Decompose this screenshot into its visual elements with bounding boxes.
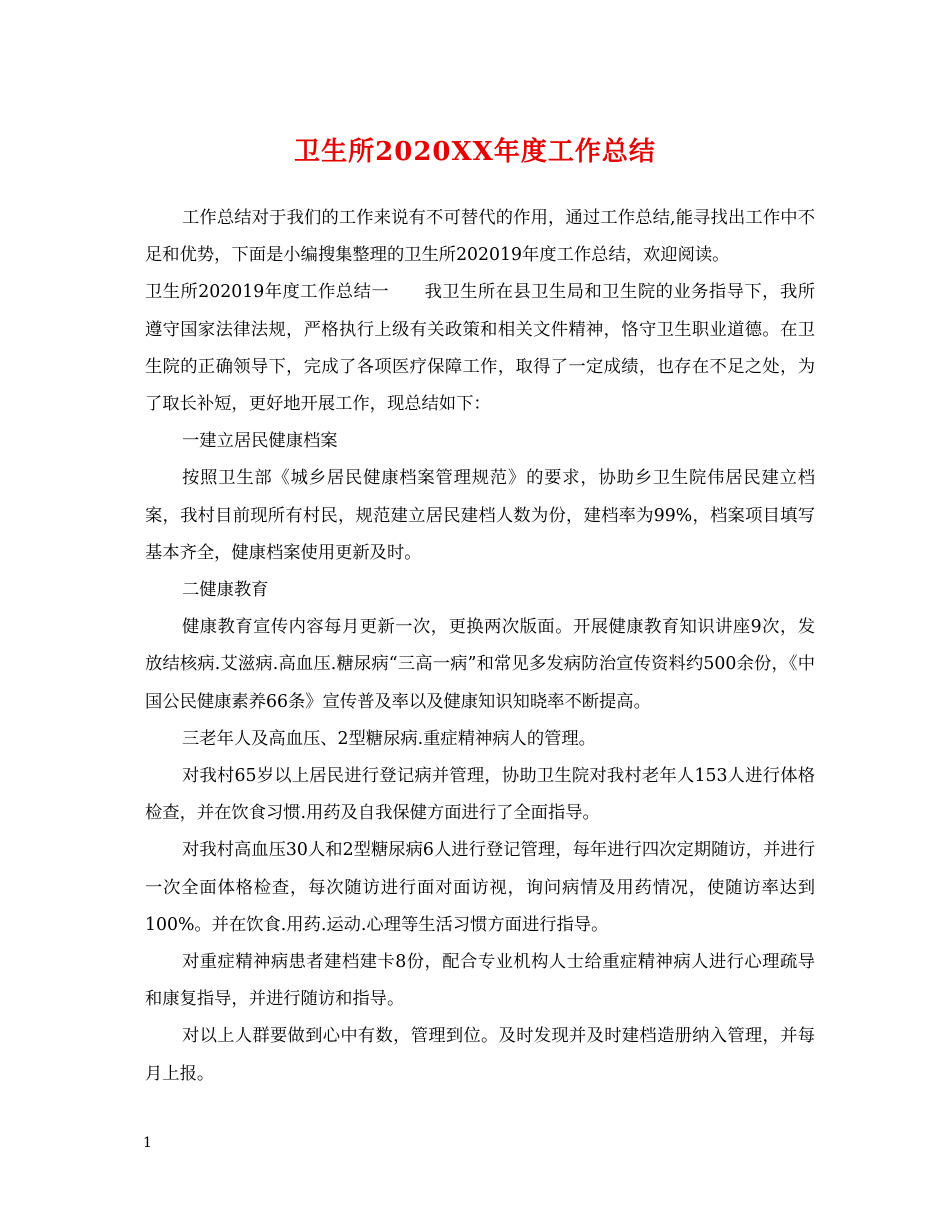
paragraph-health-education: 健康教育宣传内容每月更新一次，更换两次版面。开展健康教育知识讲座9次，发放结核病.艾滋病.高血压.糖尿病“三高一病”和常见多发病防治宣传资料约500余份，《中国公民健康素养66条》宣传普及率以及健康知识知晓率不断提高。 xyxy=(145,617,815,712)
paragraph-summary-one: 卫生所202019年度工作总结一 我卫生所在县卫生局和卫生院的业务指导下，我所遵守国家法律法规，严格执行上级有关政策和相关文件精神，恪守卫生职业道德。在卫生院的正确领导下，完成了各项医疗保障工作，取得了一定成绩，也存在不足之处，为了取长补短，更好地开展工作，现总结如下： xyxy=(145,282,815,415)
heading-health-education: 二健康教育 xyxy=(182,580,269,601)
paragraph-health-records: 按照卫生部《城乡居民健康档案管理规范》的要求，协助乡卫生院伟居民建立档案，我村目前现所有村民，规范建立居民建档人数为份，建档率为99%，档案项目填写基本齐全，健康档案使用更新及时。 xyxy=(145,468,815,563)
document-title: 卫生所2020XX年度工作总结 xyxy=(294,137,656,167)
paragraph-mental-illness: 对重症精神病患者建档建卡8份，配合专业机构人士给重症精神病人进行心理疏导和康复指导，并进行随访和指导。 xyxy=(145,952,815,1010)
paragraph-intro: 工作总结对于我们的工作来说有不可替代的作用，通过工作总结,能寻找出工作中不足和优势，下面是小编搜集整理的卫生所202019年度工作总结，欢迎阅读。 xyxy=(145,208,815,266)
heading-health-records: 一建立居民健康档案 xyxy=(182,431,338,452)
document-body xyxy=(145,200,815,1093)
heading-patient-management: 三老年人及高血压、2型糖尿病.重症精神病人的管理。 xyxy=(182,728,596,749)
page-number: 1 xyxy=(143,1135,152,1151)
paragraph-hypertension-diabetes: 对我村高血压30人和2型糖尿病6人进行登记管理，每年进行四次定期随访，并进行一次全面体格检查，每次随访进行面对面访视，询问病情及用药情况，使随访率达到100%。并在饮食.用药.运动.心理等生活习惯方面进行指导。 xyxy=(145,840,815,935)
paragraph-reporting: 对以上人群要做到心中有数，管理到位。及时发现并及时建档造册纳入管理，并每月上报。 xyxy=(145,1026,815,1084)
paragraph-elderly-management: 对我村65岁以上居民进行登记病并管理，协助卫生院对我村老年人153人进行体格检查，并在饮食习惯.用药及自我保健方面进行了全面指导。 xyxy=(145,766,815,824)
